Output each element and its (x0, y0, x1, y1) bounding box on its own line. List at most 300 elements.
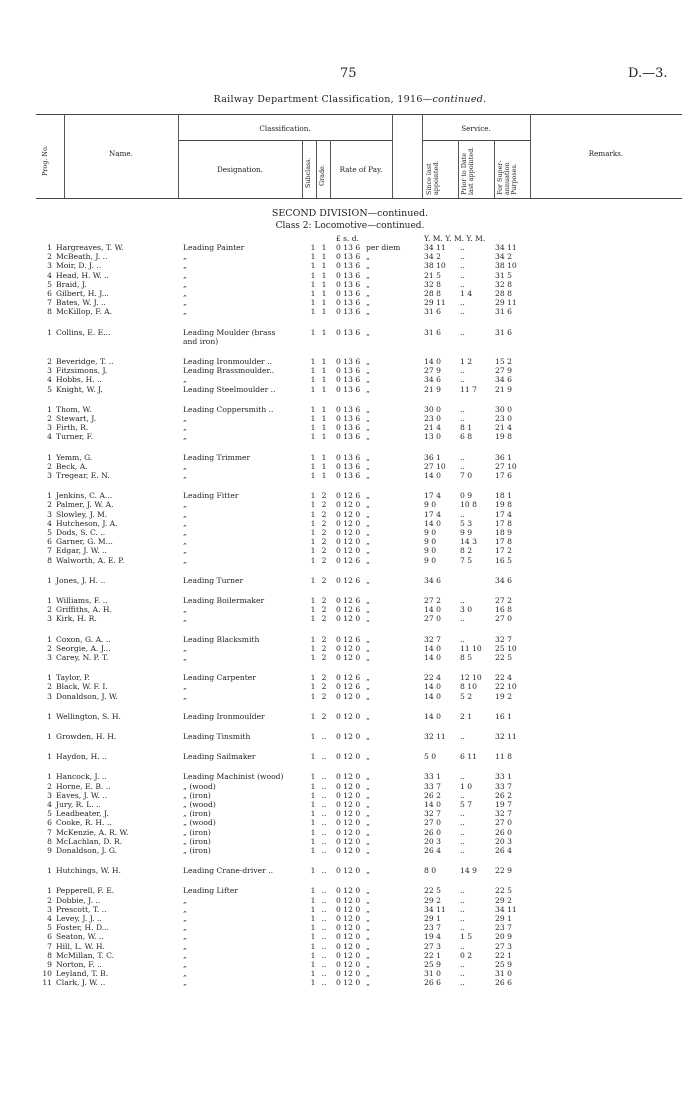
service-prior-cell: .. (460, 452, 465, 462)
service-since-last-cell: 25 9 (424, 960, 441, 969)
rate-cell: 0 12 0 (336, 932, 361, 942)
service-prior-cell: .. (460, 252, 465, 262)
grade-cell: .. (321, 960, 327, 969)
service-prior-cell: 10 8 (460, 500, 477, 510)
rate-period-cell: „ (366, 653, 370, 662)
rate-cell: 0 12 0 (336, 732, 361, 741)
name-cell: McLachlan, D. R. (56, 836, 123, 846)
name-cell: Thom, W. (56, 404, 92, 414)
rate-period-cell: „ (366, 423, 370, 433)
rate-period-cell: „ (366, 270, 370, 280)
prog-no-cell: 9 (47, 846, 52, 855)
table-row (0, 960, 700, 969)
service-prior-cell: .. (460, 732, 465, 741)
subclass-cell: 1 (310, 978, 316, 988)
service-since-last-cell: 14 0 (424, 653, 441, 662)
service-superannuation-cell: 19 8 (495, 500, 512, 510)
designation-cell: „ (183, 969, 187, 979)
designation-cell: Leading Fitter (183, 491, 239, 501)
prog-no-cell: 5 (47, 279, 52, 289)
subclass-cell: 1 (310, 941, 316, 951)
subclass-cell: 1 (310, 252, 316, 262)
service-since-last-cell: 17 4 (424, 491, 441, 501)
prog-no-cell: 4 (47, 432, 52, 442)
service-since-last-cell: 23 7 (424, 923, 441, 933)
service-superannuation-cell: 29 2 (495, 895, 512, 905)
designation-cell: „ (183, 289, 187, 298)
rate-period-cell: „ (366, 895, 370, 905)
table-row (0, 712, 700, 721)
table-row (0, 252, 700, 261)
rate-cell: 0 12 6 (336, 673, 361, 683)
prog-no-cell: 3 (47, 423, 52, 433)
rate-cell: 0 13 6 (336, 471, 361, 480)
service-superannuation-cell: 17 8 (495, 518, 512, 528)
rate-cell: 0 13 6 (336, 414, 361, 423)
rate-cell: 0 12 0 (336, 781, 361, 791)
designation-cell: „ (183, 950, 187, 960)
service-superannuation-cell: 15 2 (495, 357, 512, 366)
service-superannuation-cell: 32 11 (495, 732, 517, 741)
name-cell: Kirk, H. R. (56, 614, 97, 624)
subclass-cell: 1 (310, 596, 316, 605)
grade-cell: 1 (321, 307, 327, 317)
name-cell: Gilbert, H. J... (56, 289, 109, 298)
grade-cell: 2 (321, 509, 327, 519)
service-prior-cell: 8 5 (460, 653, 473, 662)
designation-cell: „ (183, 528, 187, 537)
rate-cell: 0 13 6 (336, 270, 361, 280)
prog-no-cell: 1 (47, 452, 52, 462)
name-cell: Williams, F. .. (56, 596, 108, 605)
grade-cell: .. (321, 818, 327, 828)
rate-cell: 0 12 6 (336, 596, 361, 605)
subclass-cell: 1 (310, 546, 316, 556)
rate-cell: 0 13 6 (336, 289, 361, 298)
service-prior-cell: .. (460, 941, 465, 951)
grade-cell: .. (321, 836, 327, 846)
name-cell: Taylor, P. (56, 673, 90, 683)
grade-cell: 2 (321, 682, 327, 692)
grade-cell: 1 (321, 414, 327, 423)
prog-no-cell: 2 (47, 500, 52, 510)
table-row (0, 886, 700, 895)
grade-cell: .. (321, 790, 327, 800)
service-superannuation-cell: 26 4 (495, 846, 512, 855)
page-title-text: Railway Department Classification, 1916— (213, 94, 433, 105)
grade-cell: .. (321, 752, 327, 762)
service-superannuation-cell: 31 6 (495, 327, 512, 337)
rate-cell: 0 12 6 (336, 555, 361, 565)
service-since-last-cell: 21 9 (424, 384, 441, 394)
name-cell: McBeath, J. .. (56, 252, 108, 262)
rate-period-cell: „ (366, 691, 370, 701)
rate-cell: 0 13 6 (336, 375, 361, 385)
service-prior-cell: .. (460, 914, 465, 923)
designation-cell: Leading Steelmoulder .. (183, 384, 276, 394)
subclass-cell: 1 (310, 682, 316, 692)
designation-cell: „ (183, 461, 187, 471)
designation-cell: Leading Carpenter (183, 673, 256, 683)
rate-cell: 0 13 6 (336, 452, 361, 462)
name-cell: Pepperell, F. E. (56, 886, 115, 896)
service-superannuation-cell: 22 4 (495, 673, 512, 683)
prog-no-cell: 1 (47, 404, 52, 414)
service-since-last-cell: 32 7 (424, 634, 441, 644)
subclass-cell: 1 (310, 327, 316, 337)
subclass-cell: 1 (310, 471, 316, 480)
designation-cell: „ (183, 932, 187, 942)
service-superannuation-cell: 17 4 (495, 509, 512, 519)
service-prior-cell: 0 2 (460, 950, 473, 960)
service-prior-cell: .. (460, 461, 465, 471)
prog-no-cell: 4 (47, 375, 52, 385)
money-units: £ s. d. (336, 234, 359, 243)
classification-rule (178, 140, 392, 141)
service-superannuation-cell: 20 9 (495, 932, 512, 942)
service-superannuation-cell: 23 7 (495, 923, 512, 933)
service-prior-cell: 1 5 (460, 932, 473, 942)
prog-no-cell: 4 (47, 914, 52, 923)
rate-period-cell: „ (366, 772, 370, 782)
rate-period-cell: „ (366, 711, 370, 721)
rate-period-cell: „ (366, 846, 370, 855)
service-prior-cell: 5 3 (460, 518, 473, 528)
service-since-last-cell: 32 11 (424, 732, 446, 741)
rate-period-cell: „ (366, 546, 370, 556)
service-since-last-cell: 20 3 (424, 836, 441, 846)
service-superannuation-cell: 31 5 (495, 270, 512, 280)
table-row (0, 528, 700, 537)
subclass-cell: 1 (310, 643, 316, 653)
grade-cell: 2 (321, 614, 327, 624)
prog-no-cell: 6 (47, 289, 52, 298)
service-since-last-cell: 34 6 (424, 375, 441, 385)
name-cell: Hutchings, W. H. (56, 866, 121, 876)
grade-cell: .. (321, 800, 327, 809)
rate-period-cell: „ (366, 827, 370, 837)
subclass-cell: 1 (310, 790, 316, 800)
table-row (0, 782, 700, 791)
subclass-cell: 1 (310, 432, 316, 442)
grade-cell: 1 (321, 252, 327, 262)
table-row (0, 366, 700, 375)
designation-cell: „ (183, 605, 187, 615)
rate-cell: 0 12 0 (336, 528, 361, 537)
subclass-cell: 1 (310, 261, 316, 271)
table-row (0, 462, 700, 471)
service-prior-cell: 14 3 (460, 537, 477, 547)
subclass-cell: 1 (310, 461, 316, 471)
service-since-last-cell: 31 6 (424, 327, 441, 337)
designation-cell: „ (183, 904, 187, 914)
grade-cell: .. (321, 732, 327, 741)
col-divider (302, 140, 303, 198)
name-cell: Turner, F. (56, 432, 94, 442)
service-since-last-cell: 29 11 (424, 298, 446, 308)
table-row (0, 732, 700, 741)
service-since-last-cell: 29 2 (424, 895, 441, 905)
service-since-last-cell: 8 0 (424, 866, 437, 876)
prog-no-cell: 4 (47, 800, 52, 809)
rate-of-pay-header: Rate of Pay. (339, 165, 383, 174)
subclass-cell: 1 (310, 404, 316, 414)
name-cell: Bates, W. J. .. (56, 298, 106, 308)
table-row (0, 914, 700, 923)
rate-period-cell: „ (366, 366, 370, 376)
rate-period-cell: „ (366, 555, 370, 565)
table-row (0, 519, 700, 528)
rate-period-cell: „ (366, 932, 370, 942)
grade-cell: 2 (321, 673, 327, 683)
rate-period-cell: „ (366, 904, 370, 914)
name-cell: Clark, J. W. .. (56, 978, 106, 988)
grade-cell: 2 (321, 691, 327, 701)
designation-cell: Leading Ironmoulder .. (183, 357, 272, 366)
service-since-last-cell: 13 0 (424, 432, 441, 442)
remarks-header: Remarks. (588, 149, 624, 158)
designation-cell: „ (183, 614, 187, 624)
designation-cell: „ (183, 518, 187, 528)
rate-period-cell: „ (366, 960, 370, 969)
designation-header: Designation. (217, 165, 263, 174)
name-cell: Fitzsimons, J. (56, 366, 108, 376)
designation-cell: „ (183, 509, 187, 519)
table-row (0, 453, 700, 462)
designation-cell: and iron) (183, 336, 219, 346)
rate-cell: 0 13 6 (336, 327, 361, 337)
prog-no-cell: 3 (47, 614, 52, 624)
service-since-last-cell: 14 0 (424, 605, 441, 615)
service-superannuation-cell: 31 6 (495, 307, 512, 317)
table-row (0, 800, 700, 809)
service-superannuation-cell: 18 9 (495, 528, 512, 537)
subclass-cell: 1 (310, 932, 316, 942)
prog-no-cell: 3 (47, 261, 52, 271)
table-row (0, 791, 700, 800)
grade-cell: .. (321, 923, 327, 933)
service-since-last-cell: 14 0 (424, 711, 441, 721)
designation-cell: „ (iron) (183, 846, 211, 855)
rate-cell: 0 13 6 (336, 461, 361, 471)
prog-no-cell: 5 (47, 809, 52, 819)
subclass-cell: 1 (310, 491, 316, 501)
table-row (0, 289, 700, 298)
service-superannuation-cell: 19 7 (495, 800, 512, 809)
prog-no-cell: 1 (47, 772, 52, 782)
service-superannuation-cell: 29 11 (495, 298, 517, 308)
prog-no-cell: 5 (47, 384, 52, 394)
service-prior-cell: 6 11 (460, 752, 477, 762)
designation-cell: „ (iron) (183, 836, 211, 846)
service-since-last-cell: 34 11 (424, 904, 446, 914)
service-since-last-cell: 31 6 (424, 307, 441, 317)
name-cell: Leyland, T. B. (56, 969, 109, 979)
designation-cell: „ (183, 270, 187, 280)
service-since-last-cell: 9 0 (424, 537, 437, 547)
section-heading: SECOND DIVISION—continued. (271, 208, 429, 219)
designation-cell: „ (iron) (183, 790, 211, 800)
service-superannuation-cell: 21 9 (495, 384, 512, 394)
grade-cell: 1 (321, 461, 327, 471)
name-cell: Braid, J. (56, 279, 87, 289)
col-divider (392, 114, 393, 198)
rate-period-cell: „ (366, 252, 370, 262)
service-superannuation-cell: 22 5 (495, 886, 512, 896)
service-since-last-cell: 30 0 (424, 404, 441, 414)
table-row (0, 605, 700, 614)
page-title-continued: continued. (432, 94, 487, 105)
service-superannuation-cell: 16 5 (495, 555, 512, 565)
grade-cell: 1 (321, 432, 327, 442)
rate-period-cell: „ (366, 575, 370, 585)
service-prior-cell: .. (460, 809, 465, 819)
rate-period-cell: „ (366, 404, 370, 414)
service-superannuation-cell: 17 8 (495, 537, 512, 547)
rate-period-cell: „ (366, 375, 370, 385)
rate-cell: 0 12 0 (336, 752, 361, 762)
designation-cell: „ (183, 537, 187, 547)
rate-period-cell: „ (366, 643, 370, 653)
name-cell: Norton, F. .. (56, 960, 102, 969)
service-superannuation-cell: 32 7 (495, 809, 512, 819)
service-since-last-cell: 33 1 (424, 772, 441, 782)
table-row (0, 653, 700, 662)
service-since-last-cell: 9 0 (424, 555, 437, 565)
designation-cell: „ (183, 252, 187, 262)
rate-period-cell: „ (366, 605, 370, 615)
page-title (0, 94, 700, 105)
table-row (0, 772, 700, 781)
name-cell: Knight, W. J. (56, 384, 103, 394)
table-row (0, 556, 700, 565)
service-superannuation-cell: 34 11 (495, 243, 517, 252)
prog-no-cell: 2 (47, 605, 52, 615)
service-superannuation-cell: 18 1 (495, 491, 512, 501)
grade-cell: .. (321, 886, 327, 896)
service-since-last-cell: 23 0 (424, 414, 441, 423)
name-cell: Donaldson, J. G. (56, 846, 118, 855)
service-since-last-cell: 32 7 (424, 809, 441, 819)
service-prior-cell: .. (460, 279, 465, 289)
designation-cell: Leading Tinsmith (183, 732, 251, 741)
service-since-last-cell: 26 0 (424, 827, 441, 837)
grade-cell: 2 (321, 643, 327, 653)
service-since-last-cell: 31 0 (424, 969, 441, 979)
prog-no-cell: 6 (47, 537, 52, 547)
rate-cell: 0 13 6 (336, 243, 361, 252)
service-superannuation-cell: 27 9 (495, 366, 512, 376)
rate-cell: 0 12 0 (336, 653, 361, 662)
rate-cell: 0 12 0 (336, 614, 361, 624)
service-since-last-cell: 27 3 (424, 941, 441, 951)
service-superannuation-cell: 26 6 (495, 978, 512, 988)
grade-cell: 1 (321, 452, 327, 462)
prog-no-cell: 9 (47, 960, 52, 969)
service-superannuation-cell: 22 10 (495, 682, 517, 692)
rate-cell: 0 12 0 (336, 914, 361, 923)
designation-cell: „ (183, 978, 187, 988)
subclass-cell: 1 (310, 384, 316, 394)
name-cell: Tregear, E. N. (56, 471, 110, 480)
service-prior-cell: .. (460, 270, 465, 280)
designation-cell: „ (iron) (183, 809, 211, 819)
service-since-last-cell: 26 4 (424, 846, 441, 855)
rate-cell: 0 12 0 (336, 500, 361, 510)
designation-cell: Leading Lifter (183, 886, 238, 896)
rate-period-cell: „ (366, 509, 370, 519)
rate-cell: 0 12 0 (336, 546, 361, 556)
service-superannuation-cell: 27 0 (495, 614, 512, 624)
designation-cell: „ (183, 423, 187, 433)
table-row (0, 500, 700, 509)
name-cell: Firth, R. (56, 423, 89, 433)
prog-no-cell: 7 (47, 827, 52, 837)
rate-period-cell: „ (366, 461, 370, 471)
designation-cell: Leading Trimmer (183, 452, 251, 462)
rate-period-cell: „ (366, 969, 370, 979)
grade-cell: .. (321, 978, 327, 988)
subclass-header: Subclass. (304, 157, 312, 188)
prog-no-cell: 2 (47, 461, 52, 471)
rate-period-cell: „ (366, 923, 370, 933)
prior-to-date-header: Prior to Date last appointed. (460, 146, 475, 195)
prog-no-cell: 7 (47, 941, 52, 951)
designation-cell: „ (wood) (183, 781, 216, 791)
table-row (0, 942, 700, 951)
grade-cell: .. (321, 772, 327, 782)
service-prior-cell: .. (460, 366, 465, 376)
rate-cell: 0 13 6 (336, 298, 361, 308)
rate-cell: 0 12 0 (336, 866, 361, 876)
service-prior-cell: .. (460, 414, 465, 423)
service-prior-cell: .. (460, 509, 465, 519)
subclass-cell: 1 (310, 904, 316, 914)
rate-cell: 0 13 6 (336, 261, 361, 271)
service-prior-cell: .. (460, 307, 465, 317)
name-cell: Stewart, J. (56, 414, 97, 423)
service-since-last-cell: 14 0 (424, 800, 441, 809)
service-since-last-cell: 27 2 (424, 596, 441, 605)
name-cell: Palmer, J. W. A. (56, 500, 114, 510)
subclass-cell: 1 (310, 866, 316, 876)
designation-cell: „ (183, 471, 187, 480)
table-row (0, 692, 700, 701)
designation-cell: Leading Blacksmith (183, 634, 260, 644)
service-superannuation-cell: 19 2 (495, 691, 512, 701)
rate-period-cell: „ (366, 518, 370, 528)
designation-cell: Leading Brassmoulder.. (183, 366, 275, 376)
subclass-cell: 1 (310, 423, 316, 433)
service-superannuation-cell: 17 6 (495, 471, 512, 480)
service-prior-cell: 1 2 (460, 357, 473, 366)
prog-no-cell: 2 (47, 252, 52, 262)
prog-no-cell: 1 (47, 886, 52, 896)
page-number: 75 (340, 66, 357, 81)
service-superannuation-cell: 26 2 (495, 790, 512, 800)
grade-cell: 2 (321, 596, 327, 605)
grade-cell: .. (321, 914, 327, 923)
grade-cell: 1 (321, 270, 327, 280)
rate-cell: 0 12 0 (336, 537, 361, 547)
service-prior-cell: 8 10 (460, 682, 477, 692)
rate-cell: 0 12 0 (336, 711, 361, 721)
name-cell: Slowley, J. M. (56, 509, 108, 519)
service-prior-cell: .. (460, 827, 465, 837)
name-cell: Collins, E. E... (56, 327, 111, 337)
designation-cell: „ (183, 682, 187, 692)
since-last-header: Since last appointed. (425, 160, 440, 195)
